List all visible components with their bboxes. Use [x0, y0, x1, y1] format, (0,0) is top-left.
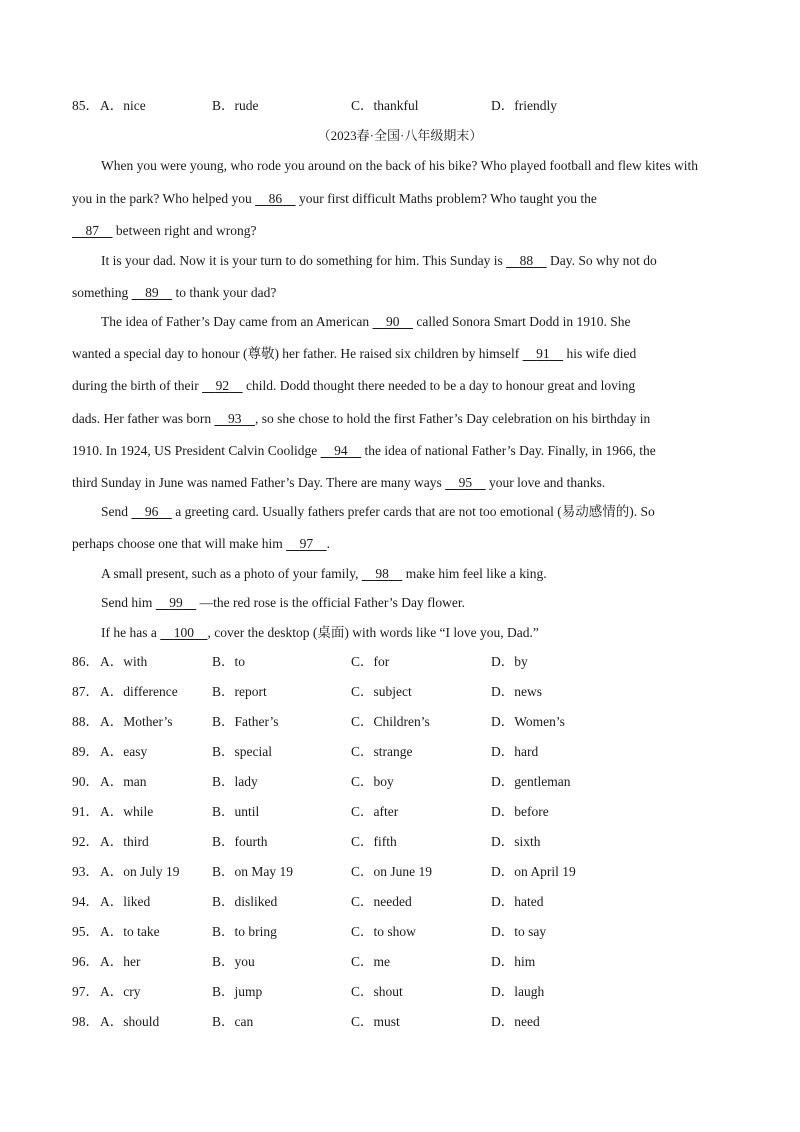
passage-text: make him feel like a king.: [402, 566, 547, 581]
passage-text: called Sonora Smart Dodd in 1910. She: [413, 314, 631, 329]
option-c: C．after: [351, 804, 399, 819]
blank-86[interactable]: 86: [268, 191, 283, 206]
passage-line-5: [72, 282, 732, 304]
passage-text: dads. Her father was born: [72, 411, 215, 426]
question-number: 93．: [72, 864, 99, 879]
passage-text: the idea of national Father’s Day. Finally, in 1966, the: [361, 443, 656, 458]
blank-92[interactable]: 92: [215, 378, 230, 393]
question-number: 88．: [72, 714, 99, 729]
blank-98[interactable]: 98: [375, 566, 389, 581]
passage-text: Day. So why not do: [546, 253, 657, 268]
passage-line-8: [72, 375, 732, 397]
passage-text: his wife died: [563, 346, 637, 361]
blank-91[interactable]: 91: [536, 346, 550, 361]
option-a: A．nice: [100, 98, 146, 113]
blank-93[interactable]: 93: [227, 411, 242, 426]
option-b: B．special: [212, 744, 272, 759]
passage-text: , so she chose to hold the first Father’s Day celebration on his birthday in: [254, 411, 651, 426]
option-c: C．for: [351, 654, 390, 669]
passage-text: .: [326, 536, 330, 551]
passage-text: Send: [101, 504, 132, 519]
option-a: A．cry: [100, 984, 141, 999]
question-number: 90．: [72, 774, 99, 789]
option-d: D．hated: [491, 894, 544, 909]
passage-text: your love and thanks.: [485, 475, 606, 490]
option-b: B．can: [212, 1014, 254, 1029]
option-b: B．jump: [212, 984, 263, 999]
passage-line-12: [101, 501, 761, 523]
passage-text: your first difficult Maths problem? Who taught you the: [295, 191, 597, 206]
blank-97[interactable]: 97: [299, 536, 314, 551]
passage-text: , cover the desktop (桌面) with words like “I love you, Dad.”: [207, 625, 539, 640]
passage-line-7: [72, 343, 732, 365]
passage-text: Send him: [101, 595, 156, 610]
blank-88[interactable]: 88: [519, 253, 534, 268]
passage-line-6: [101, 311, 761, 333]
question-number: 92．: [72, 834, 99, 849]
passage-line-14: [101, 563, 761, 585]
blank-90[interactable]: 90: [386, 314, 400, 329]
question-number: 89．: [72, 744, 99, 759]
option-d: D．laugh: [491, 984, 545, 999]
option-c: C．me: [351, 954, 390, 969]
question-number: 86．: [72, 654, 99, 669]
passage-line-10: [72, 440, 732, 462]
passage-text: If he has a: [101, 625, 161, 640]
passage-text: something: [72, 285, 132, 300]
option-a: A．while: [100, 804, 154, 819]
option-b: B．lady: [212, 774, 258, 789]
option-c: C．to show: [351, 924, 416, 939]
option-d: D．him: [491, 954, 536, 969]
option-a: A．man: [100, 774, 147, 789]
option-a: A．difference: [100, 684, 178, 699]
source-label: （2023春·全国·八年级期末）: [317, 128, 483, 143]
passage-text: during the birth of their: [72, 378, 203, 393]
blank-94[interactable]: 94: [334, 443, 348, 458]
option-d: D．need: [491, 1014, 540, 1029]
passage-text: between right and wrong?: [112, 223, 257, 238]
passage-line-2: [72, 188, 732, 210]
passage-text: It is your dad. Now it is your turn to do something for him. This Sunday is: [101, 253, 507, 268]
question-number: 94．: [72, 894, 99, 909]
option-d: D．to say: [491, 924, 547, 939]
option-c: C．must: [351, 1014, 400, 1029]
passage-line-4: [101, 250, 761, 272]
option-c: C．thankful: [351, 98, 419, 113]
question-number: 85．: [72, 98, 99, 113]
option-a: A．her: [100, 954, 141, 969]
passage-text: third Sunday in June was named Father’s Day. There are many ways: [72, 475, 446, 490]
blank-87[interactable]: 87: [85, 223, 99, 238]
option-c: C．Children’s: [351, 714, 430, 729]
option-d: D．hard: [491, 744, 539, 759]
option-a: A．on July 19: [100, 864, 180, 879]
passage-text: child. Dodd thought there needed to be a day to honour great and loving: [242, 378, 636, 393]
option-a: A．to take: [100, 924, 160, 939]
option-c: C．fifth: [351, 834, 397, 849]
blank-99[interactable]: 99: [169, 595, 183, 610]
option-b: B．fourth: [212, 834, 268, 849]
option-c: C．boy: [351, 774, 394, 789]
passage-text: —the red rose is the official Father’s Day flower.: [196, 595, 465, 610]
option-b: B．to bring: [212, 924, 277, 939]
option-a: A．should: [100, 1014, 160, 1029]
passage-line-3: [72, 220, 732, 242]
option-a: A．third: [100, 834, 149, 849]
question-number: 87．: [72, 684, 99, 699]
option-b: B．report: [212, 684, 267, 699]
question-number: 91．: [72, 804, 99, 819]
passage-line-15: [101, 592, 761, 614]
option-a: A．with: [100, 654, 148, 669]
passage-text: A small present, such as a photo of your family,: [101, 566, 362, 581]
option-d: D．by: [491, 654, 528, 669]
question-number: 98．: [72, 1014, 99, 1029]
passage-line-13: [72, 533, 732, 555]
option-a: A．easy: [100, 744, 148, 759]
option-b: B．until: [212, 804, 260, 819]
blank-100[interactable]: 100: [173, 625, 194, 640]
passage-line-9: [72, 408, 732, 430]
option-b: B．rude: [212, 98, 259, 113]
question-number: 95．: [72, 924, 99, 939]
option-c: C．needed: [351, 894, 412, 909]
blank-95[interactable]: 95: [458, 475, 473, 490]
passage-text: wanted a special day to honour (尊敬) her father. He raised six children by himself: [72, 346, 523, 361]
option-d: D．gentleman: [491, 774, 571, 789]
passage-text: The idea of Father’s Day came from an American: [101, 314, 373, 329]
option-d: D．Women’s: [491, 714, 565, 729]
option-a: A．Mother’s: [100, 714, 173, 729]
option-c: C．strange: [351, 744, 413, 759]
question-number: 96．: [72, 954, 99, 969]
option-d: D．sixth: [491, 834, 541, 849]
passage-line-11: [72, 472, 732, 494]
option-d: D．before: [491, 804, 549, 819]
passage-text: to thank your dad?: [172, 285, 277, 300]
passage-text: you in the park? Who helped you: [72, 191, 256, 206]
passage-text: 1910. In 1924, US President Calvin Coolidge: [72, 443, 321, 458]
option-d: D．friendly: [491, 98, 557, 113]
passage-text: a greeting card. Usually fathers prefer cards that are not too emotional (易动感情的). So: [171, 504, 655, 519]
option-c: C．shout: [351, 984, 403, 999]
blank-89[interactable]: 89: [145, 285, 159, 300]
passage-text: perhaps choose one that will make him: [72, 536, 287, 551]
option-d: D．on April 19: [491, 864, 576, 879]
option-b: B．to: [212, 654, 246, 669]
option-b: B．disliked: [212, 894, 278, 909]
blank-96[interactable]: 96: [144, 504, 159, 519]
passage-line-1: [101, 155, 761, 177]
option-b: B．you: [212, 954, 255, 969]
option-b: B．Father’s: [212, 714, 279, 729]
option-a: A．liked: [100, 894, 151, 909]
passage-text: When you were young, who rode you around on the back of his bike? Who played football and flew kites with: [101, 158, 698, 173]
option-b: B．on May 19: [212, 864, 293, 879]
passage-line-16: [101, 622, 761, 644]
option-d: D．news: [491, 684, 542, 699]
question-number: 97．: [72, 984, 99, 999]
option-c: C．subject: [351, 684, 412, 699]
option-c: C．on June 19: [351, 864, 432, 879]
